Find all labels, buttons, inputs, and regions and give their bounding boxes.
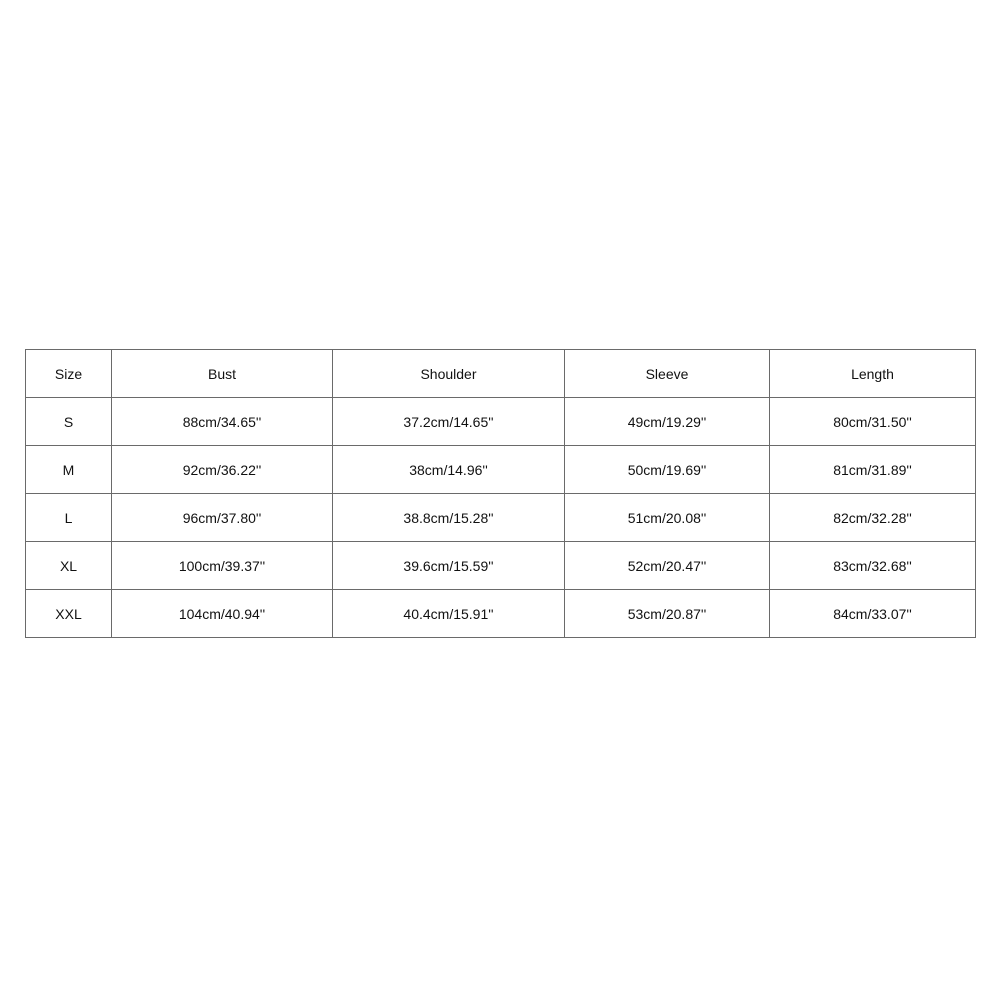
cell-bust: 96cm/37.80'' bbox=[112, 494, 333, 542]
cell-sleeve: 49cm/19.29'' bbox=[565, 398, 770, 446]
header-length: Length bbox=[770, 350, 976, 398]
cell-bust: 104cm/40.94'' bbox=[112, 590, 333, 638]
cell-shoulder: 38cm/14.96'' bbox=[333, 446, 565, 494]
table-row bbox=[26, 398, 976, 446]
header-size: Size bbox=[26, 350, 112, 398]
cell-length: 82cm/32.28'' bbox=[770, 494, 976, 542]
cell-shoulder: 40.4cm/15.91'' bbox=[333, 590, 565, 638]
cell-bust: 88cm/34.65'' bbox=[112, 398, 333, 446]
cell-sleeve: 50cm/19.69'' bbox=[565, 446, 770, 494]
cell-length: 80cm/31.50'' bbox=[770, 398, 976, 446]
table-row bbox=[26, 446, 976, 494]
cell-length: 81cm/31.89'' bbox=[770, 446, 976, 494]
header-sleeve: Sleeve bbox=[565, 350, 770, 398]
table-row bbox=[26, 590, 976, 638]
cell-size: L bbox=[26, 494, 112, 542]
cell-shoulder: 38.8cm/15.28'' bbox=[333, 494, 565, 542]
cell-size: XXL bbox=[26, 590, 112, 638]
cell-shoulder: 37.2cm/14.65'' bbox=[333, 398, 565, 446]
header-bust: Bust bbox=[112, 350, 333, 398]
cell-sleeve: 52cm/20.47'' bbox=[565, 542, 770, 590]
size-chart-table bbox=[25, 349, 976, 638]
cell-shoulder: 39.6cm/15.59'' bbox=[333, 542, 565, 590]
cell-sleeve: 53cm/20.87'' bbox=[565, 590, 770, 638]
table-row bbox=[26, 494, 976, 542]
cell-length: 84cm/33.07'' bbox=[770, 590, 976, 638]
cell-bust: 92cm/36.22'' bbox=[112, 446, 333, 494]
header-shoulder: Shoulder bbox=[333, 350, 565, 398]
cell-length: 83cm/32.68'' bbox=[770, 542, 976, 590]
cell-size: XL bbox=[26, 542, 112, 590]
table-header-row bbox=[26, 350, 976, 398]
cell-bust: 100cm/39.37'' bbox=[112, 542, 333, 590]
cell-sleeve: 51cm/20.08'' bbox=[565, 494, 770, 542]
cell-size: M bbox=[26, 446, 112, 494]
cell-size: S bbox=[26, 398, 112, 446]
table-row bbox=[26, 542, 976, 590]
